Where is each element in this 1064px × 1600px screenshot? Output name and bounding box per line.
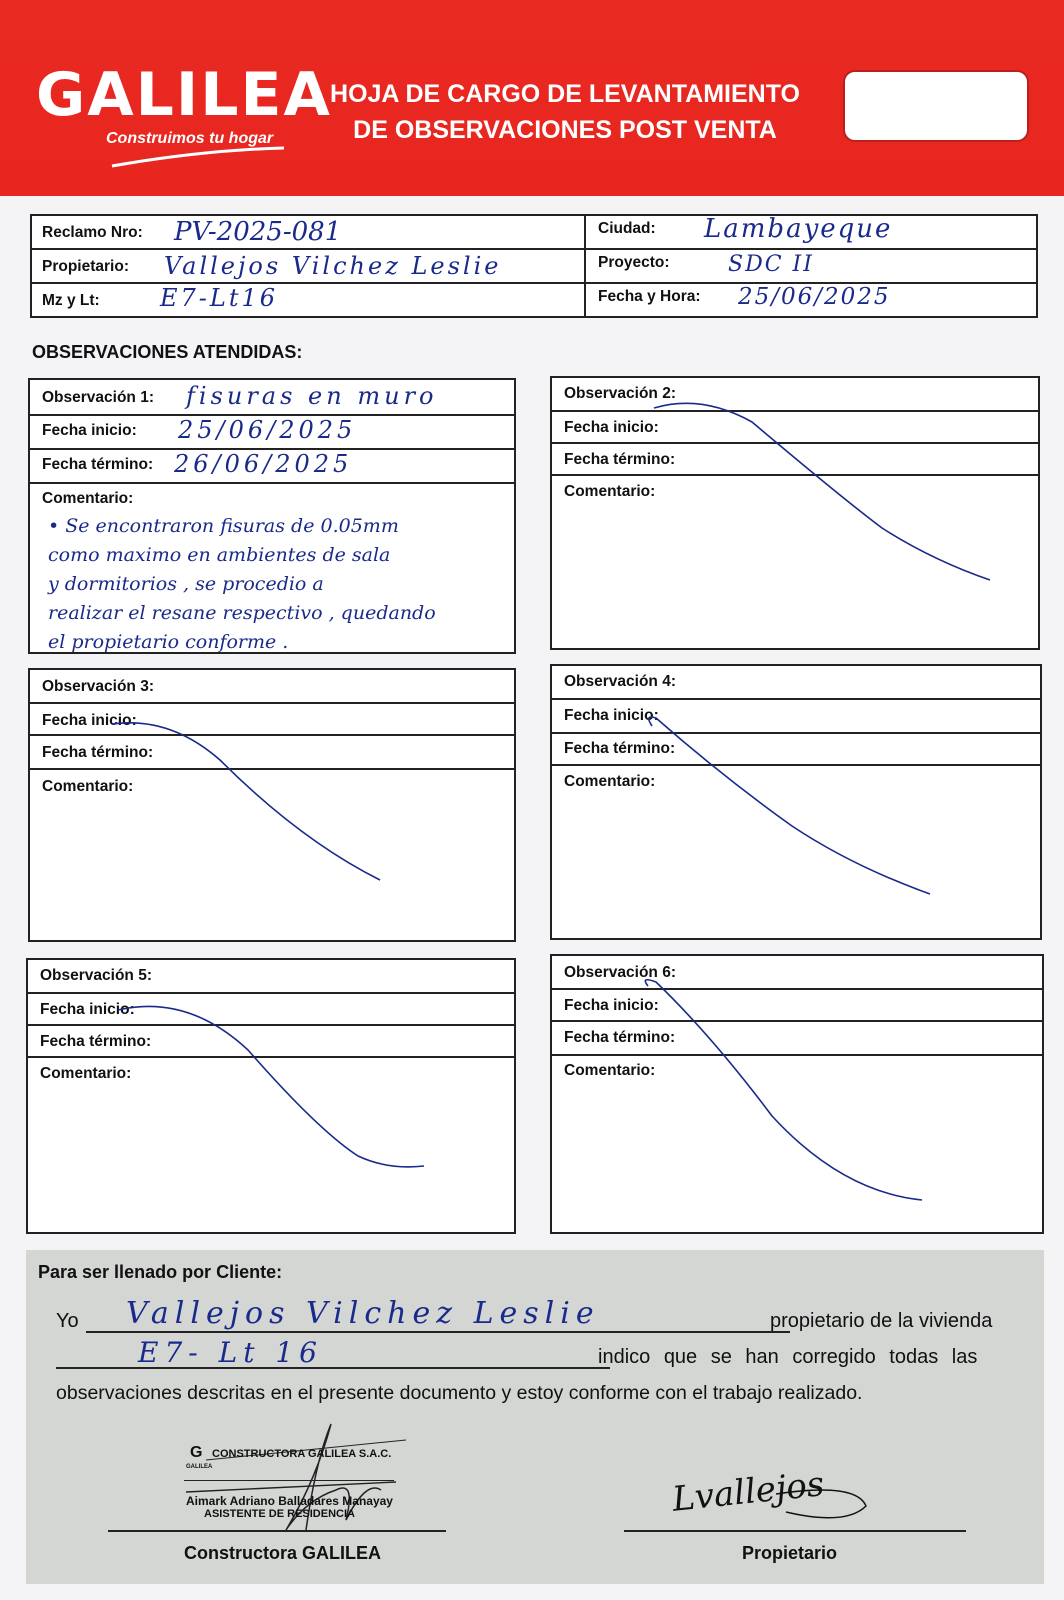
fecha-label: Fecha y Hora:: [598, 288, 701, 305]
obs6-label: Observación 6:: [564, 964, 676, 981]
obs1-inicio-label: Fecha inicio:: [42, 422, 137, 439]
obs1-termino-label: Fecha término:: [42, 456, 154, 473]
obs6-comentario-label: Comentario:: [564, 1062, 656, 1079]
sig-line-constructora: [108, 1530, 446, 1532]
obs1-value: fisuras en muro: [186, 382, 438, 410]
obs4-strike-mark: [552, 666, 1044, 942]
stamp-role: ASISTENTE DE RESIDENCIA: [204, 1508, 355, 1520]
proyecto-value: SDC II: [728, 252, 814, 277]
yo-label: Yo: [56, 1310, 79, 1332]
info-col-divider: [584, 216, 586, 316]
obs2-inicio-label: Fecha inicio:: [564, 419, 659, 436]
obs5-strike-mark: [28, 960, 518, 1236]
propietario-text: propietario de la vivienda: [770, 1310, 993, 1332]
comment-line: el propietario conforme .: [48, 631, 289, 653]
client-name-value: Vallejos Vilchez Leslie: [126, 1296, 600, 1331]
obs4-comentario-label: Comentario:: [564, 773, 656, 790]
obs1-label: Observación 1:: [42, 389, 154, 406]
stamp-name: Aimark Adriano Balladares Manayay: [186, 1494, 393, 1508]
obs5-label: Observación 5:: [40, 967, 152, 984]
document-code-box: [843, 70, 1029, 142]
indico-text: indico que se han corregido todas las: [598, 1346, 978, 1368]
obs6-inicio-label: Fecha inicio:: [564, 997, 659, 1014]
observation-5-box: [26, 958, 516, 1234]
title-line-2: DE OBSERVACIONES POST VENTA: [353, 116, 777, 144]
title-line-1: HOJA DE CARGO DE LEVANTAMIENTO: [330, 80, 800, 108]
obs2-comentario-label: Comentario:: [564, 483, 656, 500]
obs4-termino-label: Fecha término:: [564, 740, 676, 757]
fecha-value: 25/06/2025: [738, 284, 891, 310]
obs5-termino-label: Fecha término:: [40, 1033, 152, 1050]
comment-line: • Se encontraron fisuras de 0.05mm: [48, 515, 399, 537]
propietario-label: Propietario:: [42, 258, 129, 275]
header-band: [0, 0, 1064, 196]
obs1-inicio-value: 25/06/2025: [178, 416, 357, 444]
observation-2-box: [550, 376, 1040, 650]
reclamo-label: Reclamo Nro:: [42, 224, 143, 241]
obs2-label: Observación 2:: [564, 385, 676, 402]
stamp-logo-icon: G: [190, 1444, 203, 1461]
obs2-termino-label: Fecha término:: [564, 451, 676, 468]
info-table: [30, 214, 1038, 318]
mzlt-value: E7-Lt16: [160, 284, 279, 312]
info-divider-1: [32, 248, 1036, 250]
proyecto-label: Proyecto:: [598, 254, 670, 271]
name-underline: [86, 1331, 790, 1333]
obs3-inicio-label: Fecha inicio:: [42, 712, 137, 729]
ciudad-label: Ciudad:: [598, 220, 656, 237]
ciudad-value: Lambayeque: [704, 214, 893, 244]
propietario-value: Vallejos Vilchez Leslie: [164, 252, 502, 280]
comment-line: realizar el resane respectivo , quedando: [48, 602, 436, 624]
obs3-strike-mark: [30, 670, 518, 944]
obs3-label: Observación 3:: [42, 678, 154, 695]
obs6-strike-mark: [552, 956, 1046, 1236]
comment-line: como maximo en ambientes de sala: [48, 544, 391, 566]
mzlt-label: Mz y Lt:: [42, 292, 100, 309]
observation-4-box: [550, 664, 1042, 940]
obs3-termino-label: Fecha término:: [42, 744, 154, 761]
observaciones-text: observaciones descritas en el presente documento y estoy conforme con el trabajo realizado.: [56, 1382, 863, 1404]
section-title: OBSERVACIONES ATENDIDAS:: [32, 342, 303, 362]
stamp-company: CONSTRUCTORA GALILEA S.A.C.: [212, 1448, 392, 1460]
sig-line-propietario: [624, 1530, 966, 1532]
client-section: [26, 1250, 1044, 1584]
galilea-logo: [34, 58, 332, 173]
owner-signature: Lvallejos: [670, 1464, 827, 1520]
sig-label-constructora: Constructora GALILEA: [184, 1543, 382, 1563]
obs1-comentario-text: [48, 512, 528, 657]
obs1-comentario-label: Comentario:: [42, 490, 134, 507]
obs4-inicio-label: Fecha inicio:: [564, 707, 659, 724]
reclamo-value: PV-2025-081: [174, 217, 342, 247]
client-section-title: Para ser llenado por Cliente:: [38, 1262, 283, 1282]
observation-3-box: [28, 668, 516, 942]
logo-tagline: Construimos tu hogar: [106, 130, 274, 147]
obs4-label: Observación 4:: [564, 673, 676, 690]
obs2-strike-mark: [552, 378, 1042, 652]
page-title: [310, 76, 820, 148]
obs5-inicio-label: Fecha inicio:: [40, 1001, 135, 1018]
obs3-comentario-label: Comentario:: [42, 778, 134, 795]
comment-line: y dormitorios , se procedio a: [48, 573, 324, 595]
obs1-termino-value: 26/06/2025: [174, 450, 353, 478]
observation-6-box: [550, 954, 1044, 1234]
obs5-comentario-label: Comentario:: [40, 1065, 132, 1082]
obs1-divider-3: [30, 482, 514, 484]
observation-1-box: [28, 378, 516, 654]
stamp-logo-text: GALILEA: [186, 1464, 213, 1470]
stamp-name-line: [184, 1480, 394, 1481]
sig-label-propietario: Propietario: [742, 1543, 838, 1563]
client-lot-value: E7- Lt 16: [138, 1336, 323, 1369]
obs6-termino-label: Fecha término:: [564, 1029, 676, 1046]
logo-word: GALILEA: [36, 60, 332, 130]
